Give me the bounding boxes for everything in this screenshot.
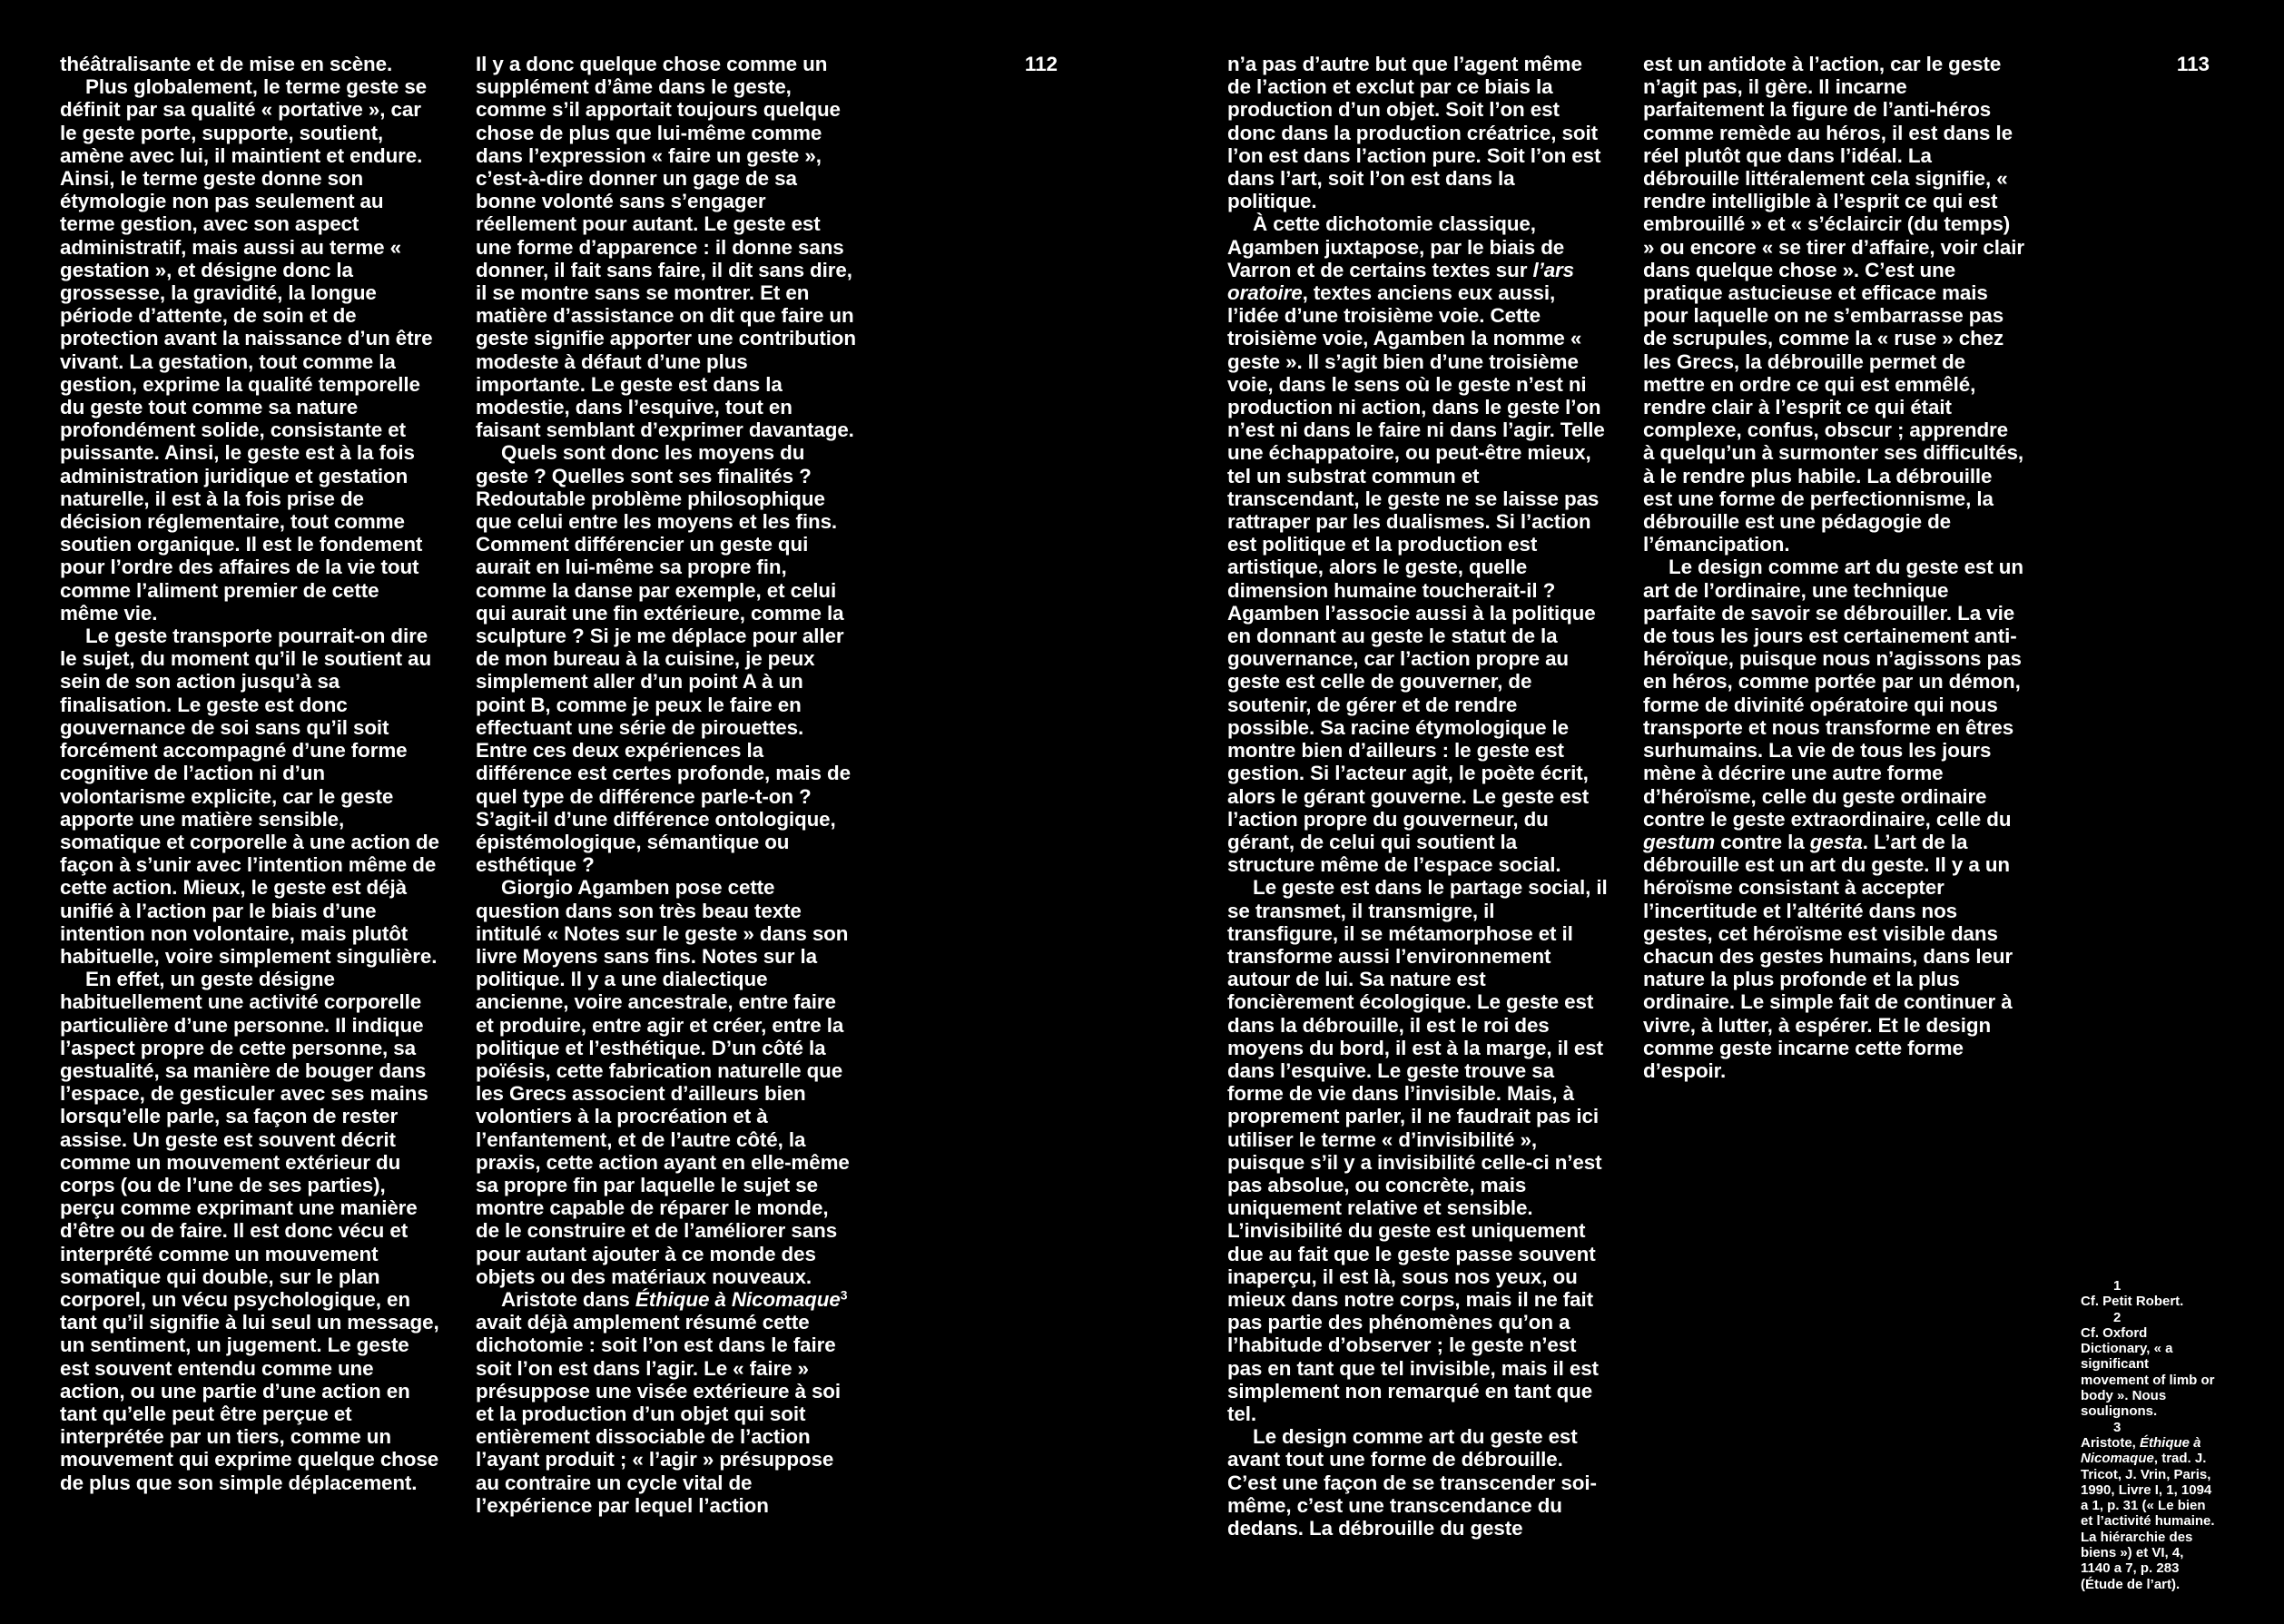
paragraph: Plus globalement, le terme geste se définit par sa qualité « portative », car le geste porte, supporte, soutient, amène avec lui, il maintient et endure. Ainsi, le terme geste donne son étymologie non pas seulement au terme gestion, avec son aspect administratif, mais aussi au terme « gestation », et désigne donc la grossesse, la gravidité, la longue période d’attente, de soin et de protection avant la naissance d’un être vivant. La gestation, tout comme la gestion, exprime la qualité temporelle du geste tout comme sa nature profondément solide, consistante et puissante. Ainsi, le geste est à la fois administration juridique et gestation naturelle, il est à la fois prise de décision réglementaire, tout comme soutien organique. Il est le fondement pour l’ordre des affaires de la vie tout comme l’aliment premier de cette même vie. bbox=[60, 75, 433, 625]
page-number-left: 112 bbox=[1024, 53, 1058, 75]
emphasis: gesta bbox=[1809, 830, 1863, 853]
text-run: contre la bbox=[1715, 830, 1810, 853]
text-run: , trad. J. Tricot, J. Vrin, Paris, 1990, Livre I, 1, 1094 a 1, p. 31 (« Le bien et l’activité humaine. La hiérarchie des biens ») et VI, 4, 1140 a 7, p. 283 (Étude de l’art). bbox=[2081, 1451, 2215, 1592]
footnote-text: Cf. Oxford Dictionary, « a significant movement of limb or body ». Nous soulignons. bbox=[2081, 1324, 2215, 1420]
paragraph: Le geste transporte pourrait-on dire le sujet, du moment qu’il le soutient au sein de son action jusqu’à sa finalisation. Le geste est donc gouvernance de soi sans qu’il soit forcément accompagné d’une forme cognitive de l’action ni d’un volontarisme explicite, car le geste apporte une matière sensible, somatique et corporelle à une action de façon à s’unir avec l’intention même de cette action. Mieux, le geste est déjà unifié à l’action par le biais d’une intention non volontaire, mais plutôt habituelle, voire simplement singulière. bbox=[60, 625, 439, 968]
right-page-column-1 bbox=[1227, 53, 1609, 1540]
footnote-text: Cf. Petit Robert. bbox=[2081, 1294, 2184, 1310]
paragraph: Giorgio Agamben pose cette question dans son très beau texte intitulé « Notes sur le geste » dans son livre Moyens sans fins. Notes sur la politique. Il y a une dialectique ancienne, voire ancestrale, entre faire et produire, entre agir et créer, entre la politique et l’esthétique. D’un côté la poïésis, cette fabrication naturelle que les Grecs associent d’ailleurs bien volontiers à la procréation et à l’enfantement, et de l’autre côté, la praxis, cette action ayant en elle-même sa propre fin par laquelle le sujet se montre capable de réparer le monde, de le construire et de l’améliorer sans pour autant ajouter à ce monde des objets ou des matériaux nouveaux. bbox=[476, 876, 850, 1288]
paragraph bbox=[476, 1288, 857, 1517]
text-run: À cette dichotomie classique, Agamben juxtapose, par le biais de Varron et de certains textes sur bbox=[1227, 212, 1565, 281]
paragraph: est un antidote à l’action, car le geste n’agit pas, il gère. Il incarne parfaitement la figure de l’anti-héros comme remède au héros, il est dans le réel plutôt que dans l’idéal. La débrouille littéralement cela signifie, « rendre intelligible à l’esprit ce qui est embrouillé » et « s’éclaircir (du temps) » ou encore « se tirer d’affaire, voir clair dans quelque chose ». C’est une pratique astucieuse et efficace mais pour laquelle on ne s’embarrasse pas de scrupules, comme la « ruse » chez les Grecs, la débrouille permet de mettre en ordre ce qui est emmêlé, rendre clair à l’esprit ce qui était complexe, confus, obscur ; apprendre à quelqu’un à surmonter ses difficultés, à le rendre plus habile. La débrouille est une forme de perfectionnisme, la débrouille est une pédagogie de l’émancipation. bbox=[1643, 53, 2024, 556]
paragraph bbox=[1643, 556, 2024, 1082]
footnotes bbox=[2081, 1278, 2217, 1592]
text-run: avait déjà amplement résumé cette dichotomie : soit l’on est dans le faire soit l’on est dans l’agir. Le « faire » présuppose une visée extérieure à soi et la production d’un objet qui soit entièrement dissociable de l’action l’ayant produit ; « l’agir » présuppose au contraire un cycle vital de l’expérience par lequel l’action bbox=[476, 1311, 841, 1517]
text-run: Le design comme art du geste est un art de l’ordinaire, une technique parfaite de savoir se débrouiller. La vie de tous les jours est certainement anti-héroïque, puisque nous n’agissons pas en héros, comme portée par un démon, forme de divinité opératoire qui nous transporte et nous transforme en êtres surhumains. La vie de tous les jours mène à décrire une autre forme d’héroïsme, celle du geste ordinaire contre le geste extraordinaire, celle du bbox=[1643, 556, 2023, 831]
text-run: , textes anciens eux aussi, l’idée d’une troisième voie. Cette troisième voie, Agamben la nomme « geste ». Il s’agit bien d’une troisième voie, dans le sens où le geste n’est ni production ni action, dans le geste l’on n’est ni dans le faire ni dans l’agir. Telle une échappatoire, ou peut-être mieux, tel un substrat commun et transcendant, le geste ne se laisse pas rattraper par les dualismes. Si l’action est politique et la production est artistique, alors le geste, quelle dimension humaine toucherait-il ? Agamben l’associe aussi à la politique en donnant au geste le statut de la gouvernance, car l’action propre au geste est celle de gouverner, de soutenir, de gérer et de rendre possible. Sa racine étymologique le montre bien d’ailleurs : le geste est gestion. Si l’acteur agit, le poète écrit, alors le gérant gouverne. Le geste est l’action propre du gouverneur, du gérant, de celui qui soutient la structure même de l’espace social. bbox=[1227, 281, 1605, 877]
text-run: Aristote dans bbox=[501, 1287, 635, 1311]
footnote-number: 1 bbox=[2113, 1278, 2122, 1294]
page-number-right: 113 bbox=[2176, 53, 2210, 75]
emphasis: l’ars oratoire bbox=[1227, 258, 1575, 305]
paragraph bbox=[1227, 212, 1609, 876]
right-page-column-2 bbox=[1643, 53, 2024, 1082]
book-title: Éthique à Nicomaque bbox=[2081, 1434, 2201, 1467]
book-title: Éthique à Nicomaque bbox=[635, 1287, 841, 1311]
left-page-column-2 bbox=[476, 53, 857, 1517]
paragraph: Il y a donc quelque chose comme un supplément d’âme dans le geste, comme s’il apportait toujours quelque chose de plus que lui-même comme dans l’expression « faire un geste », c’est-à-dire donner un gage de sa bonne volonté sans s’engager réellement pour autant. Le geste est une forme d’apparence : il donne sans donner, il fait sans faire, il dit sans dire, il se montre sans se montrer. Et en matière d’assistance on dit que faire un geste signifie apporter une contribution modeste à défaut d’une plus importante. Le geste est dans la modestie, dans l’esquive, tout en faisant semblant d’exprimer davantage. bbox=[476, 53, 856, 442]
footnote-text bbox=[2081, 1435, 2217, 1592]
paragraph: théâtralisante et de mise en scène. bbox=[60, 53, 393, 75]
paragraph: En effet, un geste désigne habituellement une activité corporelle particulière d’une personne. Il indique l’aspect propre de cette personne, sa gestualité, sa manière de bouger dans l’espace, de gesticuler avec ses mains lorsqu’elle parle, sa façon de rester assise. Un geste est souvent décrit comme un mouvement extérieur du corps (ou de l’une de ses parties), perçu comme exprimant une manière d’être ou de faire. Il est donc vécu et interprété comme un mouvement somatique qui double, sur le plan corporel, un vécu psychologique, en tant qu’il signifie à lui seul un message, un sentiment, un jugement. Le geste est souvent entendu comme une action, ou une partie d’une action en tant qu’elle peut être perçue et interprétée par un tiers, comme un mouvement qui exprime quelque chose de plus que son simple déplacement. bbox=[60, 968, 439, 1494]
paragraph: Quels sont donc les moyens du geste ? Quelles sont ses finalités ? Redoutable problème philosophique que celui entre les moyens et les fins. Comment différencier un geste qui aurait en lui-même sa propre fin, comme la danse par exemple, et celui qui aurait une fin extérieure, comme la sculpture ? Si je me déplace pour aller de mon bureau à la cuisine, je peux simplement aller d’un point A à un point B, comme je peux le faire en effectuant une série de pirouettes. Entre ces deux expériences la différence est certes profonde, mais de quel type de différence parle-t-on ? S’agit-il d’une différence ontologique, épistémologique, sémantique ou esthétique ? bbox=[476, 441, 851, 877]
footnote-number: 3 bbox=[2113, 1419, 2122, 1435]
paragraph: Le geste est dans le partage social, il se transmet, il transmigre, il transfigure, il se métamorphose et il transforme aussi l’environnement autour de lui. Sa nature est foncièrement écologique. Le geste est dans la débrouille, il est le roi des moyens du bord, il est à la marge, il est dans l’esquive. Le geste trouve sa forme de vie dans l’invisible. Mais, à proprement parler, il ne faudrait pas ici utiliser le terme « d’invisibilité », puisque s’il y a invisibilité celle-ci n’est pas absolue, ou concrète, mais uniquement relative et sensible. L’invisibilité du geste est uniquement due au fait que le geste passe souvent inaperçu, il est là, sous nos yeux, ou mieux dans notre corps, mais il ne fait pas partie des phénomènes qu’on a l’habitude d’observer ; le geste n’est pas en tant que tel invisible, mais il est simplement non remarqué en tant que tel. bbox=[1227, 876, 1608, 1425]
text-run: Aristote, bbox=[2081, 1434, 2141, 1451]
text-run: . L’art de la débrouille est un art du geste. Il y a un héroïsme consistant à accepter l’incertitude et l’altérité dans nos gestes, cet héroïsme est visible dans chacun des gestes humains, dans leur nature la plus profonde et la plus ordinaire. Le simple fait de continuer à vivre, à lutter, à espérer. Et le design comme geste incarne cette forme d’espoir. bbox=[1643, 830, 2013, 1082]
footnote-ref: 3 bbox=[840, 1287, 848, 1303]
emphasis: gestum bbox=[1643, 830, 1716, 853]
left-page-column-1 bbox=[60, 53, 441, 1494]
footnote-number: 2 bbox=[2113, 1309, 2122, 1325]
paragraph: n’a pas d’autre but que l’agent même de l’action et exclut par ce biais la production d’un objet. Soit l’on est donc dans la production créatrice, soit l’on est dans l’action pure. Soit l’on est dans l’art, soit l’on est dans la politique. bbox=[1227, 53, 1601, 213]
paragraph: Le design comme art du geste est avant tout une forme de débrouille. C’est une façon de se transcender soi-même, c’est une transcendance du dedans. La débrouille du geste bbox=[1227, 1425, 1597, 1540]
